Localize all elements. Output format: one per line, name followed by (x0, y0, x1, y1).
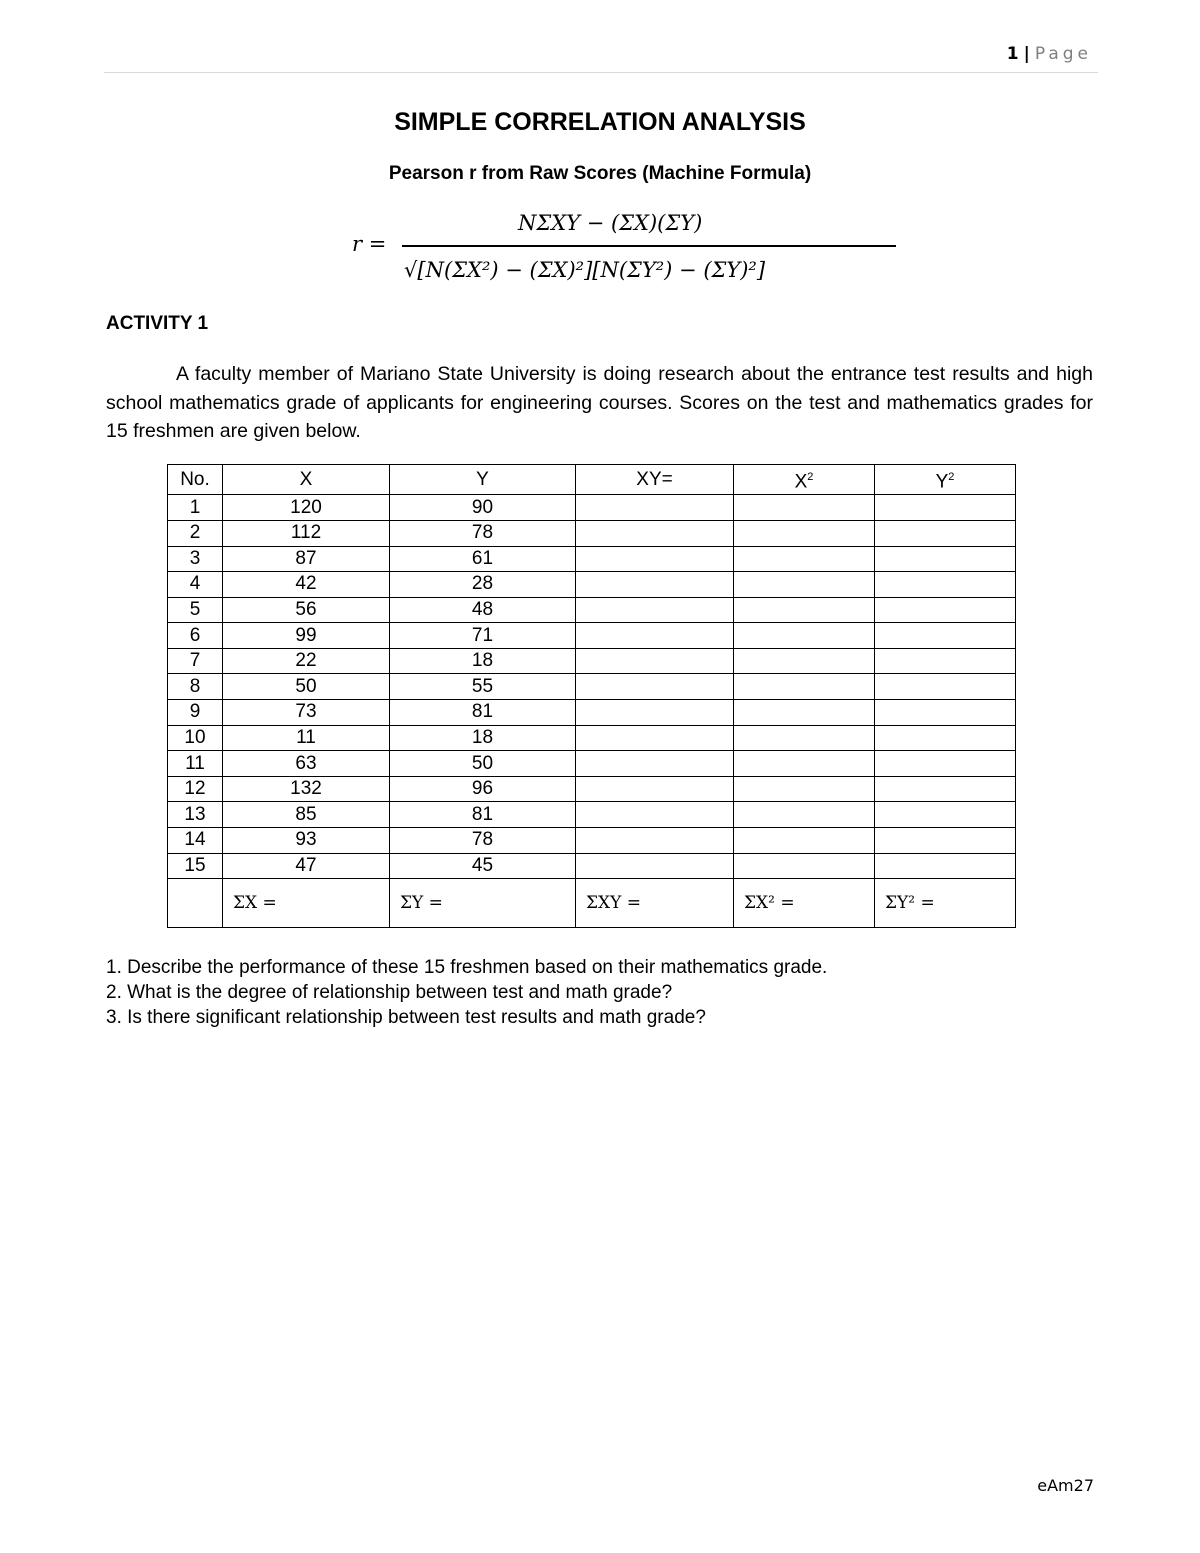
table-cell: 5 (168, 597, 223, 623)
table-cell: 112 (223, 520, 390, 546)
answer-cell[interactable] (576, 853, 734, 879)
answer-cell[interactable] (576, 725, 734, 751)
table-row (168, 495, 1016, 521)
answer-cell[interactable] (734, 828, 875, 854)
table-cell: 90 (390, 495, 576, 521)
table-cell: 73 (223, 700, 390, 726)
answer-cell[interactable] (875, 725, 1016, 751)
table-row (168, 700, 1016, 726)
answer-cell[interactable] (875, 648, 1016, 674)
answer-cell[interactable] (875, 751, 1016, 777)
footer-code: eAm27 (1037, 1476, 1094, 1495)
table-row (168, 546, 1016, 572)
answer-cell[interactable] (734, 776, 875, 802)
table-cell: 1 (168, 495, 223, 521)
formula-denominator: √[N(ΣX²) − (ΣX)²][N(ΣY²) − (ΣY)²] (404, 258, 766, 282)
table-cell: 50 (390, 751, 576, 777)
table-cell: 120 (223, 495, 390, 521)
table-cell: 18 (390, 648, 576, 674)
question-item: 3. Is there significant relationship between test results and math grade? (106, 1007, 706, 1028)
table-row (168, 623, 1016, 649)
answer-cell[interactable] (576, 674, 734, 700)
formula-numerator: NΣXY − (ΣX)(ΣY) (518, 211, 703, 235)
answer-cell[interactable] (875, 597, 1016, 623)
page-separator: | (1023, 44, 1030, 64)
table-cell: 61 (390, 546, 576, 572)
table-cell: 96 (390, 776, 576, 802)
column-header: $Y^2$ (875, 465, 1016, 495)
question-item: 2. What is the degree of relationship between test and math grade? (106, 982, 673, 1003)
table-cell: 18 (390, 725, 576, 751)
answer-cell[interactable] (734, 597, 875, 623)
page-word: Page (1034, 44, 1092, 64)
answer-cell[interactable] (576, 597, 734, 623)
table-cell: 11 (223, 725, 390, 751)
table-row (168, 572, 1016, 598)
table-cell: 87 (223, 546, 390, 572)
table-row (168, 853, 1016, 879)
table-cell: 22 (223, 648, 390, 674)
table-row (168, 597, 1016, 623)
answer-cell[interactable] (576, 495, 734, 521)
table-row (168, 674, 1016, 700)
column-header: No. (168, 465, 223, 495)
answer-cell[interactable] (576, 700, 734, 726)
questions-list (106, 955, 827, 1030)
table-row (168, 828, 1016, 854)
table-cell: 2 (168, 520, 223, 546)
answer-cell[interactable] (734, 725, 875, 751)
answer-cell[interactable] (875, 700, 1016, 726)
table-row (168, 802, 1016, 828)
document-title: SIMPLE CORRELATION ANALYSIS (394, 108, 806, 136)
answer-cell[interactable] (576, 572, 734, 598)
answer-cell[interactable] (734, 623, 875, 649)
document-subtitle: Pearson r from Raw Scores (Machine Formula) (388, 163, 812, 184)
table-row (168, 648, 1016, 674)
data-table (167, 464, 1016, 928)
column-header: X (223, 465, 390, 495)
table-cell: 71 (390, 623, 576, 649)
table-cell: 15 (168, 853, 223, 879)
table-header-row (168, 465, 1016, 495)
sum-cell[interactable]: ΣY = (390, 879, 576, 928)
answer-cell[interactable] (734, 802, 875, 828)
answer-cell[interactable] (734, 853, 875, 879)
formula-lhs: r = (352, 232, 387, 256)
table-cell: 81 (390, 700, 576, 726)
answer-cell[interactable] (576, 751, 734, 777)
table-cell: 13 (168, 802, 223, 828)
activity-heading: ACTIVITY 1 (106, 313, 209, 334)
answer-cell[interactable] (875, 520, 1016, 546)
fraction-bar (402, 245, 896, 247)
table-cell: 85 (223, 802, 390, 828)
table-cell: 99 (223, 623, 390, 649)
table-row (168, 751, 1016, 777)
column-header: Y (390, 465, 576, 495)
answer-cell[interactable] (875, 623, 1016, 649)
answer-cell[interactable] (576, 520, 734, 546)
table-cell: 93 (223, 828, 390, 854)
answer-cell[interactable] (875, 572, 1016, 598)
answer-cell[interactable] (875, 802, 1016, 828)
answer-cell[interactable] (576, 776, 734, 802)
sum-cell[interactable]: ΣY² = (875, 879, 1016, 928)
answer-cell[interactable] (734, 495, 875, 521)
question-item: 1. Describe the performance of these 15 freshmen based on their mathematics grade. (106, 957, 828, 978)
table-cell: 42 (223, 572, 390, 598)
answer-cell[interactable] (875, 776, 1016, 802)
table-cell: 14 (168, 828, 223, 854)
sum-cell[interactable]: ΣX² = (734, 879, 875, 928)
sum-cell[interactable]: ΣX = (223, 879, 390, 928)
page-number: 1 (1006, 44, 1019, 64)
column-header: XY= (576, 465, 734, 495)
table-row (168, 776, 1016, 802)
table-cell: 45 (390, 853, 576, 879)
table-row (168, 725, 1016, 751)
answer-cell[interactable] (576, 828, 734, 854)
table-cell: 11 (168, 751, 223, 777)
answer-cell[interactable] (734, 572, 875, 598)
answer-cell[interactable] (576, 648, 734, 674)
answer-cell[interactable] (734, 520, 875, 546)
table-cell: 50 (223, 674, 390, 700)
table-cell: 132 (223, 776, 390, 802)
table-cell: 47 (223, 853, 390, 879)
answer-cell[interactable] (875, 546, 1016, 572)
answer-cell[interactable] (734, 674, 875, 700)
sum-cell[interactable]: ΣXY = (576, 879, 734, 928)
table-cell: 7 (168, 648, 223, 674)
answer-cell[interactable] (576, 623, 734, 649)
table-cell: 4 (168, 572, 223, 598)
table-cell: 56 (223, 597, 390, 623)
answer-cell[interactable] (576, 802, 734, 828)
answer-cell[interactable] (875, 828, 1016, 854)
table-cell: 81 (390, 802, 576, 828)
table-cell: 8 (168, 674, 223, 700)
table-cell: 48 (390, 597, 576, 623)
answer-cell[interactable] (875, 853, 1016, 879)
table-row (168, 520, 1016, 546)
sum-row (168, 879, 1016, 928)
answer-cell[interactable] (734, 546, 875, 572)
table-cell: 78 (390, 520, 576, 546)
answer-cell[interactable] (576, 546, 734, 572)
table-cell: 3 (168, 546, 223, 572)
table-cell: 9 (168, 700, 223, 726)
column-header: $X^2$ (734, 465, 875, 495)
table-cell: 12 (168, 776, 223, 802)
table-cell: 28 (390, 572, 576, 598)
table-cell: 6 (168, 623, 223, 649)
answer-cell[interactable] (734, 751, 875, 777)
page-header (1007, 44, 1092, 64)
problem-paragraph: A faculty member of Mariano State University is doing research about the entrance test results and high school mathematics grade of applicants for engineering courses. Scores on the test and mathematics grades for 15 freshmen are given below. (106, 363, 1093, 443)
answer-cell[interactable] (875, 674, 1016, 700)
answer-cell[interactable] (875, 495, 1016, 521)
table-cell: 63 (223, 751, 390, 777)
table-cell: 10 (168, 725, 223, 751)
answer-cell[interactable] (734, 648, 875, 674)
table-cell: 78 (390, 828, 576, 854)
table-cell: 55 (390, 674, 576, 700)
header-rule (104, 72, 1098, 73)
answer-cell[interactable] (734, 700, 875, 726)
sum-blank-cell (168, 879, 223, 928)
